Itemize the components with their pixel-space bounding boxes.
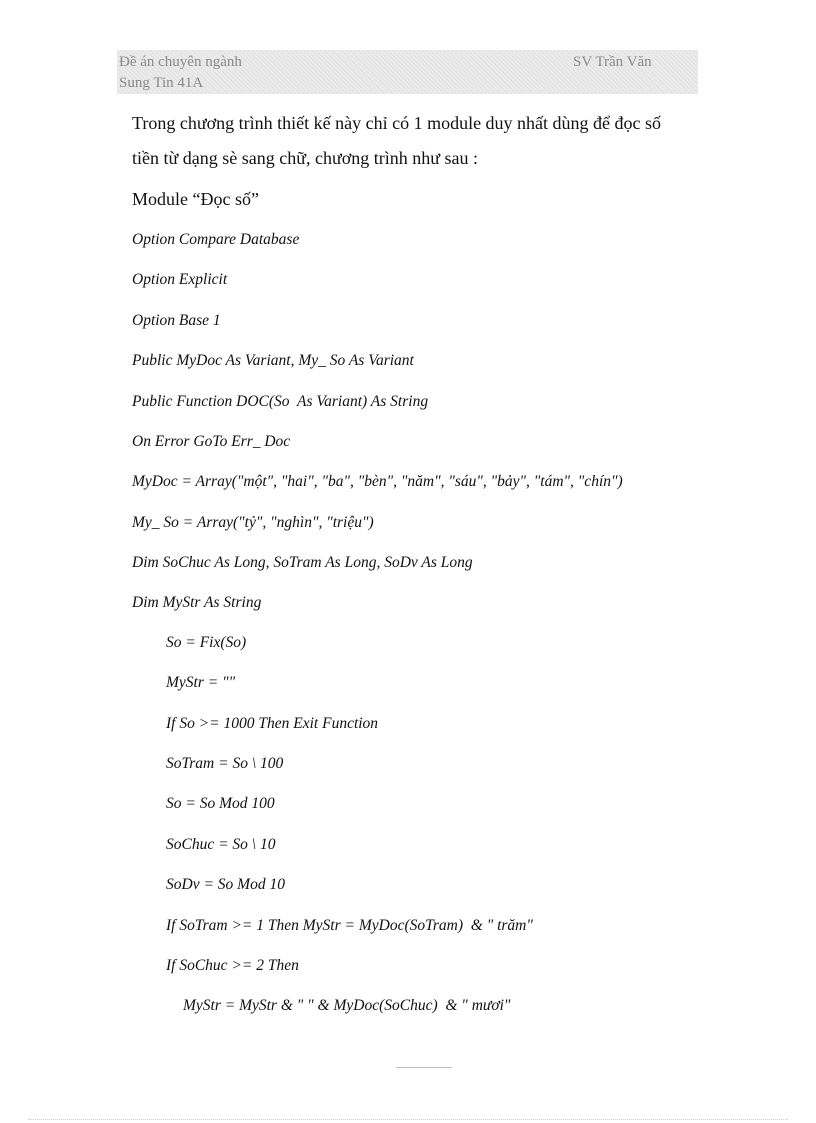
code-line: SoDv = So Mod 10 <box>166 876 285 893</box>
code-line: MyStr = "" <box>166 674 236 691</box>
header-project-title: Đề án chuyên ngành <box>119 54 242 70</box>
intro-line-1: Trong chương trình thiết kế này chỉ có 1 module duy nhất dùng để đọc số <box>132 113 662 133</box>
code-line: Public MyDoc As Variant, My_ So As Variant <box>132 352 414 369</box>
code-line: Dim MyStr As String <box>132 594 262 611</box>
code-line: My_ So = Array("tỷ", "nghìn", "triệu") <box>132 514 374 531</box>
code-line: If SoChuc >= 2 Then <box>166 957 299 974</box>
code-line: On Error GoTo Err_ Doc <box>132 433 291 450</box>
code-line: Dim SoChuc As Long, SoTram As Long, SoDv As Long <box>132 554 473 571</box>
code-line: Option Compare Database <box>132 231 300 248</box>
code-line: SoChuc = So \ 10 <box>166 836 276 853</box>
page-header <box>117 50 698 94</box>
code-line: MyStr = MyStr & " " & MyDoc(SoChuc) & " mươi" <box>183 997 511 1014</box>
code-line: So = So Mod 100 <box>166 795 275 812</box>
footer-rule <box>396 1067 452 1068</box>
code-line: Option Explicit <box>132 271 228 288</box>
header-student-name: SV Trần Văn <box>573 54 652 70</box>
header-student-class: Sung Tin 41A <box>119 75 204 91</box>
code-line: Public Function DOC(So As Variant) As String <box>132 393 429 410</box>
code-line: So = Fix(So) <box>166 634 247 651</box>
code-line: MyDoc = Array("một", "hai", "ba", "bèn", "năm", "sáu", "bảy", "tám", "chín") <box>132 473 623 490</box>
module-title: Module “Đọc số” <box>132 189 259 209</box>
code-line: Option Base 1 <box>132 312 221 329</box>
code-line: If So >= 1000 Then Exit Function <box>166 715 379 732</box>
page-bottom-border <box>28 1119 788 1120</box>
code-line: SoTram = So \ 100 <box>166 755 284 772</box>
code-line: If SoTram >= 1 Then MyStr = MyDoc(SoTram) & " trăm" <box>166 917 533 934</box>
intro-line-2: tiền từ dạng sè sang chữ, chương trình như sau : <box>132 148 478 168</box>
